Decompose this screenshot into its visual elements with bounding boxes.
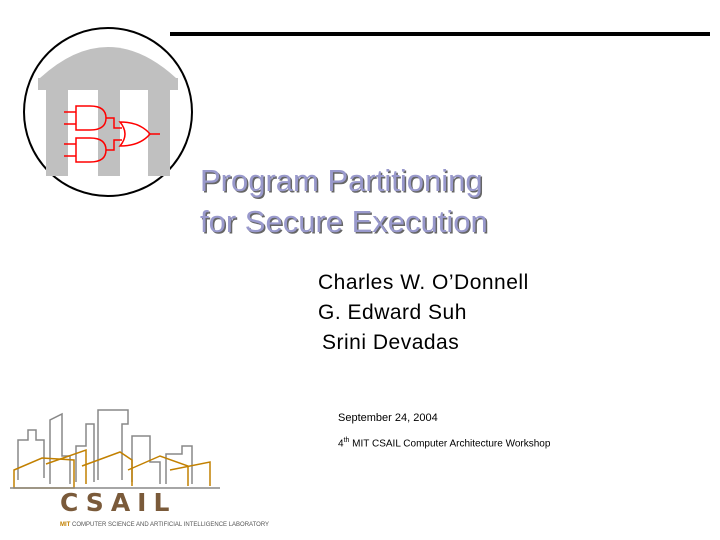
csail-subtitle-rest: COMPUTER SCIENCE AND ARTIFICIAL INTELLIGENCE LABORATORY: [70, 522, 270, 528]
csail-subtitle: [60, 522, 269, 528]
workshop-ordinal: 4: [338, 438, 344, 450]
author-2: G. Edward Suh: [318, 301, 467, 324]
presentation-date: September 24, 2004: [338, 412, 438, 424]
workshop-title: MIT CSAIL Computer Architecture Workshop: [349, 438, 551, 450]
workshop-ordinal-suffix: th: [343, 437, 350, 444]
author-1: Charles W. O’Donnell: [318, 271, 529, 294]
dome-logic-gate-logo-icon: [10, 18, 206, 206]
slide-title: [200, 160, 488, 242]
title-line-1: Program Partitioning: [200, 163, 483, 198]
csail-wordmark: CSAIL: [60, 488, 177, 517]
workshop-name: [338, 437, 550, 449]
title-line-2: for Secure Execution: [200, 204, 488, 239]
csail-subtitle-mit: MIT: [60, 522, 71, 528]
author-3: Srini Devadas: [322, 331, 460, 354]
top-rule: [170, 32, 710, 36]
author-list: [318, 268, 529, 358]
